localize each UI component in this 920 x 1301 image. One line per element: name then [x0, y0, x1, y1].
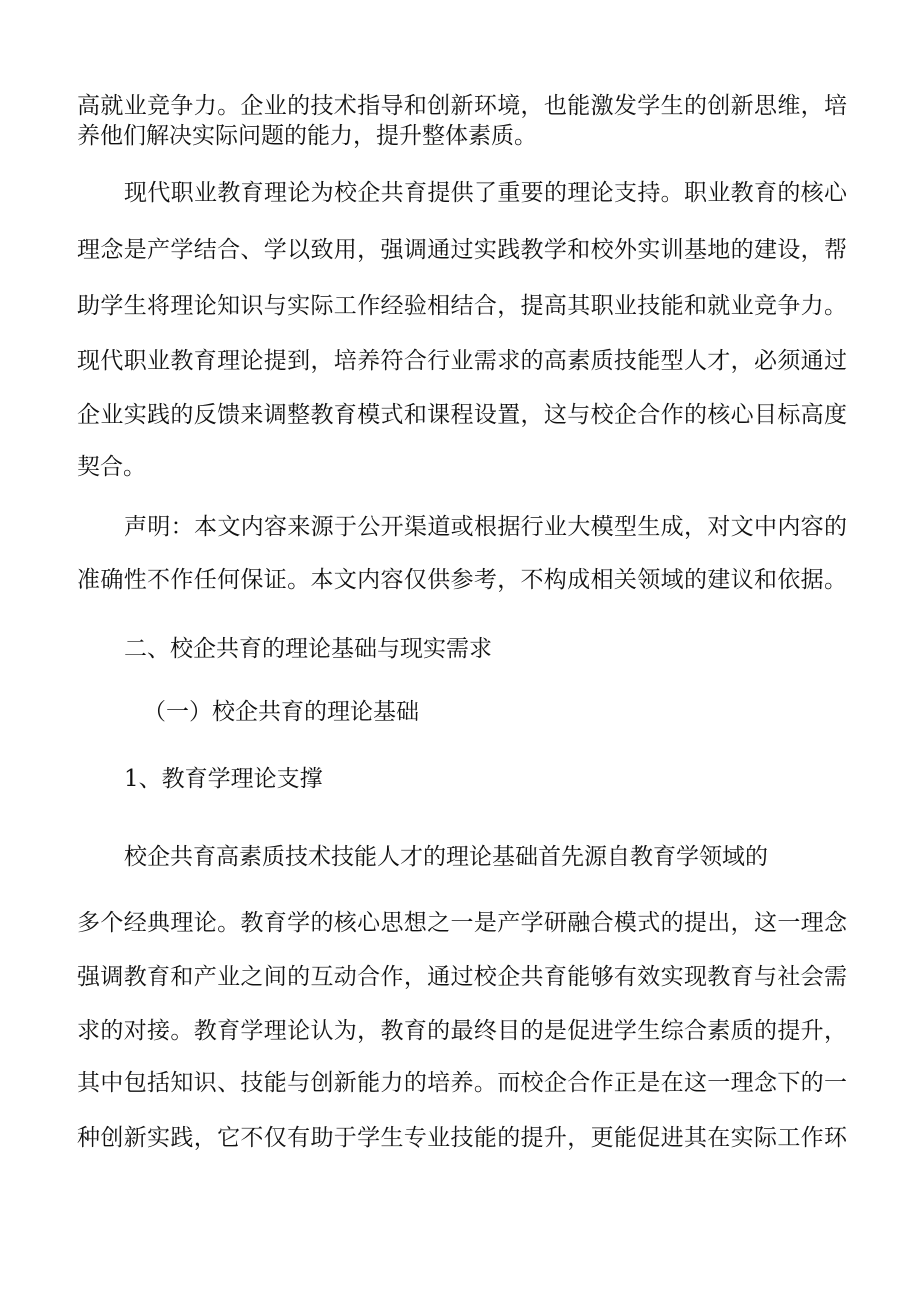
paragraph-line: 现代职业教育理论提到，培养符合行业需求的高素质技能型人才，必须通过 — [77, 348, 847, 374]
disclaimer-line: 声明：本文内容来源于公开渠道或根据行业大模型生成，对文中内容的 — [124, 514, 847, 540]
disclaimer-line: 准确性不作任何保证。本文内容仅供参考，不构成相关领域的建议和依据。 — [77, 567, 847, 593]
paragraph-line: 高就业竞争力。企业的技术指导和创新环境，也能激发学生的创新思维，培 — [77, 93, 847, 119]
paragraph-line: 助学生将理论知识与实际工作经验相结合，提高其职业技能和就业竞争力。 — [77, 293, 847, 319]
paragraph-line: 强调教育和产业之间的互动合作，通过校企共育能够有效实现教育与社会需 — [77, 964, 847, 990]
paragraph-line: 养他们解决实际问题的能力，提升整体素质。 — [77, 123, 537, 149]
paragraph-line: 其中包括知识、技能与创新能力的培养。而校企合作正是在这一理念下的一 — [77, 1070, 847, 1096]
paragraph-line: 现代职业教育理论为校企共育提供了重要的理论支持。职业教育的核心 — [124, 180, 847, 206]
paragraph-line: 契合。 — [77, 454, 146, 480]
paragraph-line: 企业实践的反馈来调整教育模式和课程设置，这与校企合作的核心目标高度 — [77, 402, 847, 428]
subsubsection-heading: 1、教育学理论支撑 — [124, 766, 323, 792]
section-heading: 二、校企共育的理论基础与现实需求 — [124, 636, 492, 662]
paragraph-line: 校企共育高素质技术技能人才的理论基础首先源自教育学领域的 — [124, 844, 768, 870]
subsection-heading: （一）校企共育的理论基础 — [143, 699, 419, 725]
paragraph-line: 理念是产学结合、学以致用，强调通过实践教学和校外实训基地的建设，帮 — [77, 237, 847, 263]
paragraph-line: 求的对接。教育学理论认为，教育的最终目的是促进学生综合素质的提升， — [77, 1018, 847, 1044]
paragraph-line: 多个经典理论。教育学的核心思想之一是产学研融合模式的提出，这一理念 — [77, 910, 847, 936]
paragraph-line: 种创新实践，它不仅有助于学生专业技能的提升，更能促进其在实际工作环 — [77, 1125, 847, 1151]
